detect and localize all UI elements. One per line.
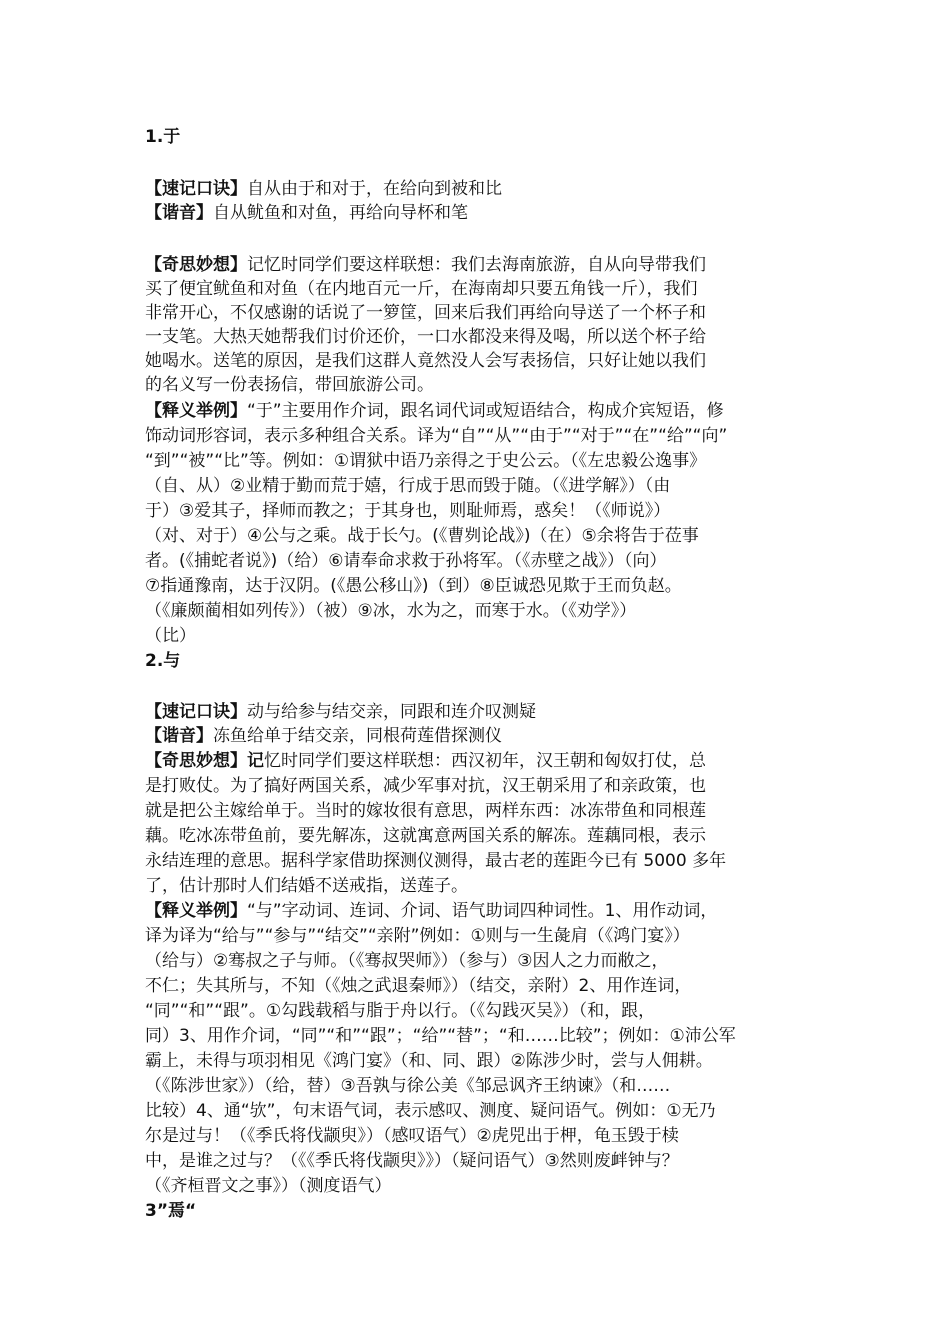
example-label: 【释义举例】	[145, 401, 247, 421]
homophone-text: 冻鱼给单于结交亲，同根荷莲借探测仪	[213, 726, 502, 746]
mnemonic-label: 【速记口诀】	[145, 179, 247, 199]
paragraph-line: 就是把公主嫁给单于。当时的嫁妆很有意思，两样东西：冰冻带鱼和同根莲	[145, 801, 706, 821]
section-1-mnemonic	[145, 177, 825, 201]
paragraph-line: （《齐桓晋文之事》）（测度语气）	[145, 1176, 392, 1196]
imagine-first-char: 记	[247, 751, 264, 771]
paragraph-line: （给与）②骞叔之子与师。（《骞叔哭师》）（参与）③因人之力而敝之，	[145, 951, 669, 971]
section-2-example-line	[145, 899, 825, 923]
paragraph-line: （比）	[145, 626, 196, 646]
paragraph-line: （自、从）②业精于勤而荒于嬉，行成于思而毁于随。（《进学解》）（由	[145, 476, 671, 496]
paragraph-line: 中，是谁之过与？（《《季氏将伐颛臾》》）（疑问语气）③然则废衅钟与？	[145, 1151, 679, 1171]
paragraph-line: 译为译为“给与”“参与”“结交”“亲附”例如：①则与一生彘肩（《鸿门宴》）	[145, 926, 690, 946]
paragraph-line: 尔是过与！（《季氏将伐颛臾》）（感叹语气）②虎兕出于柙，龟玉毁于椟	[145, 1126, 679, 1146]
section-1-heading: 1.于	[145, 127, 181, 147]
paragraph-line: 不仁；失其所与，不知（《烛之武退秦师》）（结交，亲附）2、用作连词，	[145, 976, 692, 996]
mnemonic-label: 【速记口诀】	[145, 702, 247, 722]
homophone-label: 【谐音】	[145, 203, 213, 223]
paragraph-line: 一支笔。大热天她帮我们讨价还价，一口水都没来得及喝，所以送个杯子给	[145, 327, 706, 347]
imagine-label: 【奇思妙想】	[145, 255, 247, 275]
homophone-text: 自从鱿鱼和对鱼，再给向导杯和笔	[213, 203, 468, 223]
paragraph-text: 记忆时同学们要这样联想：我们去海南旅游，自从向导带我们	[247, 255, 706, 275]
paragraph-line: 买了便宜鱿鱼和对鱼（在内地百元一斤，在海南却只要五角钱一斤），我们	[145, 279, 698, 299]
paragraph-line: （《廉颇蔺相如列传》）（被）⑨冰，水为之，而寒于水。（《劝学》）	[145, 601, 637, 621]
section-1-homophone	[145, 201, 825, 225]
paragraph-line: 饰动词形容词，表示多种组合关系。译为“自”“从”“由于”“对于”“在”“给”“向”	[145, 426, 728, 446]
paragraph-line: 永结连理的意思。据科学家借助探测仪测得，最古老的莲距今已有 5000 多年	[145, 851, 727, 871]
section-1-example-line	[145, 399, 825, 423]
mnemonic-text: 动与给参与结交亲，同跟和连介叹测疑	[247, 702, 536, 722]
section-2-mnemonic	[145, 700, 825, 724]
paragraph-line: 是打败仗。为了搞好两国关系，减少军事对抗，汉王朝采用了和亲政策，也	[145, 776, 706, 796]
paragraph-line: 者。(《捕蛇者说》)（给）⑥请奉命求救于孙将军。（《赤壁之战》）（向）	[145, 551, 667, 571]
paragraph-line: 的名义写一份表扬信，带回旅游公司。	[145, 375, 434, 395]
paragraph-line: 藕。吃冰冻带鱼前，要先解冻，这就寓意两国关系的解冻。莲藕同根，表示	[145, 826, 706, 846]
section-2-imagine-line	[145, 749, 825, 773]
paragraph-text: 忆时同学们要这样联想：西汉初年，汉王朝和匈奴打仗，总	[264, 751, 706, 771]
homophone-label: 【谐音】	[145, 726, 213, 746]
paragraph-line: “到”“被”“比”等。例如：①谓狱中语乃亲得之于史公云。（《左忠毅公逸事》	[145, 451, 707, 471]
paragraph-text: “与”字动词、连词、介词、语气助词四种词性。1、用作动词，	[247, 901, 718, 921]
paragraph-text: “于”主要用作介词，跟名词代词或短语结合，构成介宾短语，修	[247, 401, 724, 421]
paragraph-line: （《陈涉世家》）（给，替）③吾孰与徐公美《邹忌讽齐王纳谏》（和……	[145, 1076, 671, 1096]
paragraph-line: “同”“和”“跟”。①勾践载稻与脂于舟以行。（《勾践灭吴》）（和，跟，	[145, 1001, 656, 1021]
paragraph-line: 她喝水。送笔的原因，是我们这群人竟然没人会写表扬信，只好让她以我们	[145, 351, 706, 371]
paragraph-line: 了，估计那时人们结婚不送戒指，送莲子。	[145, 876, 468, 896]
section-1-imagine-line	[145, 253, 825, 277]
example-label: 【释义举例】	[145, 901, 247, 921]
imagine-label: 【奇思妙想】	[145, 751, 247, 771]
section-2-heading: 2.与	[145, 651, 181, 671]
paragraph-line: （对、对于）④公与之乘。战于长勺。(《曹刿论战》)（在）⑤余将告于莅事	[145, 526, 699, 546]
paragraph-line: 比较）4、通“欤”，句末语气词，表示感叹、测度、疑问语气。例如：①无乃	[145, 1101, 716, 1121]
paragraph-line: 于）③爱其子，择师而教之；于其身也，则耻师焉，惑矣！（《师说》）	[145, 501, 671, 521]
section-3-heading: 3”焉“	[145, 1201, 197, 1221]
paragraph-line: ⑦指通豫南，达于汉阴。(《愚公移山》)（到）⑧臣诚恐见欺于王而负赵。	[145, 576, 682, 596]
section-2-homophone	[145, 724, 825, 748]
mnemonic-text: 自从由于和对于，在给向到被和比	[247, 179, 502, 199]
paragraph-line: 非常开心，不仅感谢的话说了一箩筐，回来后我们再给向导送了一个杯子和	[145, 303, 706, 323]
paragraph-line: 同）3、用作介词，“同”“和”“跟”；“给”“替”；“和……比较”；例如：①沛公军	[145, 1026, 736, 1046]
paragraph-line: 霸上，未得与项羽相见《鸿门宴》（和、同、跟）②陈涉少时，尝与人佣耕。	[145, 1051, 713, 1071]
